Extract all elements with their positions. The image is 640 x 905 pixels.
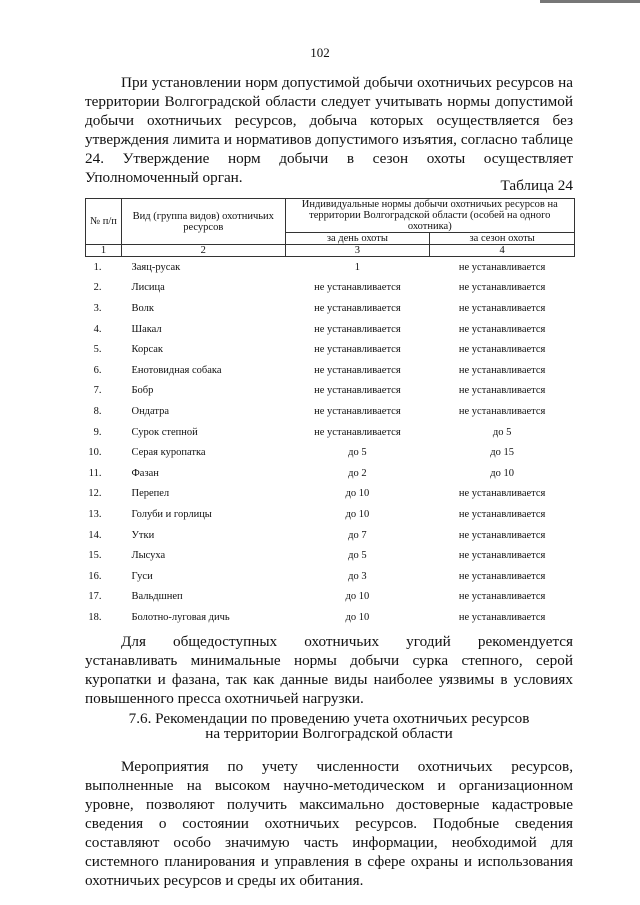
- header-per-season: за сезон охоты: [430, 233, 575, 245]
- table-row: [86, 422, 575, 443]
- per-day-norm: до 5: [348, 447, 367, 459]
- species-name: Утки: [131, 529, 155, 541]
- row-number: 7.: [93, 385, 102, 397]
- section-heading-line: 7.6. Рекомендации по проведению учета охотничьих ресурсов: [128, 710, 530, 727]
- per-season-norm: не устанавливается: [458, 282, 546, 294]
- section-heading: [85, 711, 573, 741]
- table-row: [86, 607, 575, 628]
- table-row: [86, 401, 575, 422]
- row-number: 10.: [88, 447, 102, 459]
- section-heading-line: на территории Волгоградской области: [205, 725, 453, 742]
- column-number: 4: [430, 245, 575, 257]
- species-name: Бобр: [131, 385, 154, 397]
- row-number: 2.: [93, 282, 102, 294]
- row-number: 6.: [93, 364, 102, 376]
- table-row: [86, 381, 575, 402]
- per-season-norm: не устанавливается: [458, 508, 546, 520]
- row-number: 9.: [93, 426, 102, 438]
- column-number: 2: [121, 245, 285, 257]
- species-name: Енотовидная собака: [131, 364, 222, 376]
- species-name: Гуси: [131, 570, 153, 582]
- census-paragraph: [85, 757, 573, 890]
- species-name: Шакал: [131, 323, 162, 335]
- table-row: [86, 360, 575, 381]
- per-season-norm: не устанавливается: [458, 344, 546, 356]
- per-day-norm: не устанавливается: [314, 323, 401, 335]
- row-number: 14.: [88, 529, 102, 541]
- header-num: № п/п: [86, 199, 122, 245]
- row-number: 17.: [88, 591, 102, 603]
- table-body: [86, 257, 575, 628]
- per-day-norm: до 3: [348, 570, 367, 582]
- row-number: 1.: [93, 261, 102, 273]
- table-row: [86, 463, 575, 484]
- species-name: Корсак: [131, 344, 164, 356]
- census-paragraph-text: Мероприятия по учету численности охотничьих ресурсов, выполненные на высоком научно-методическом и организационном уровне, позволяют получить максимально достоверные кадастровые сведения о состоянии охотничьих ресурсов. Подобные сведения составляют особо значимую часть информации, необходимой для системного планирования и управления в сфере охраны и использования охотничьих ресурсов и среды их обитания.: [85, 758, 573, 889]
- per-day-norm: до 5: [348, 550, 367, 562]
- species-name: Лисица: [131, 282, 165, 294]
- table-row: [86, 257, 575, 278]
- table-row: [86, 442, 575, 463]
- intro-paragraph: [85, 73, 573, 187]
- species-name: Заяц-русак: [131, 261, 181, 273]
- table-row: [86, 566, 575, 587]
- per-day-norm: не устанавливается: [314, 364, 401, 376]
- per-day-norm: до 10: [345, 591, 370, 603]
- per-season-norm: не устанавливается: [458, 611, 546, 623]
- species-name: Волк: [131, 302, 154, 314]
- per-day-norm: до 10: [345, 611, 370, 623]
- per-day-norm: не устанавливается: [314, 282, 401, 294]
- table-row: [86, 298, 575, 319]
- per-day-norm: до 10: [345, 488, 370, 500]
- header-norms: Индивидуальные нормы добычи охотничьих ресурсов на территории Волгоградской области (особей на одного охотника): [285, 199, 574, 233]
- table-caption: Таблица 24: [500, 177, 573, 194]
- per-season-norm: не устанавливается: [458, 405, 546, 417]
- per-season-norm: не устанавливается: [458, 570, 546, 582]
- species-name: Фазан: [131, 467, 159, 479]
- row-number: 18.: [88, 611, 102, 623]
- per-day-norm: до 10: [345, 508, 370, 520]
- per-day-norm: не устанавливается: [314, 302, 401, 314]
- per-day-norm: не устанавливается: [314, 405, 401, 417]
- row-number: 8.: [93, 405, 102, 417]
- column-number: 3: [285, 245, 430, 257]
- per-season-norm: не устанавливается: [458, 323, 546, 335]
- recommendation-paragraph-text: Для общедоступных охотничьих угодий рекомендуется устанавливать минимальные нормы добычи сурка степного, серой куропатки и фазана, так как данные виды наиболее уязвимы в условиях повышенного пресса охотничьей нагрузки.: [85, 633, 573, 707]
- row-number: 11.: [88, 467, 102, 479]
- per-day-norm: не устанавливается: [314, 385, 401, 397]
- header-per-day: за день охоты: [285, 233, 430, 245]
- table-row: [86, 278, 575, 299]
- per-day-norm: не устанавливается: [314, 344, 401, 356]
- table-row: [86, 587, 575, 608]
- scan-edge-mark: [540, 0, 640, 3]
- per-day-norm: до 7: [348, 529, 367, 541]
- row-number: 15.: [88, 550, 102, 562]
- per-season-norm: до 10: [490, 467, 514, 479]
- per-day-norm: 1: [354, 261, 361, 273]
- per-season-norm: не устанавливается: [458, 591, 546, 603]
- table-row: [86, 484, 575, 505]
- species-name: Ондатра: [131, 405, 170, 417]
- species-name: Вальдшнеп: [131, 591, 183, 603]
- per-season-norm: не устанавливается: [458, 302, 546, 314]
- row-number: 3.: [93, 302, 102, 314]
- per-season-norm: не устанавливается: [458, 529, 546, 541]
- intro-paragraph-text: При установлении норм допустимой добычи охотничьих ресурсов на территории Волгоградской области следует учитывать нормы допустимой добычи охотничьих ресурсов, добыча которых осуществляется без утверждения лимита и нормативов допустимого изъятия, согласно таблице 24. Утверждение норм добычи в сезон охоты осуществляет Уполномоченный орган.: [85, 74, 573, 186]
- per-day-norm: не устанавливается: [314, 426, 401, 438]
- per-season-norm: не устанавливается: [458, 550, 546, 562]
- recommendation-paragraph: [85, 632, 573, 708]
- hunting-norms-table: [85, 198, 575, 628]
- row-number: 16.: [88, 570, 102, 582]
- column-number: 1: [86, 245, 122, 257]
- per-season-norm: не устанавливается: [458, 364, 546, 376]
- row-number: 12.: [88, 488, 102, 500]
- table-row: [86, 545, 575, 566]
- table-row: [86, 504, 575, 525]
- table-row: [86, 319, 575, 340]
- species-name: Перепел: [131, 488, 170, 500]
- per-season-norm: до 5: [492, 426, 512, 438]
- species-name: Серая куропатка: [131, 447, 206, 459]
- species-name: Болотно-луговая дичь: [131, 611, 230, 623]
- species-name: Сурок степной: [131, 426, 198, 438]
- header-species: Вид (группа видов) охотничьих ресурсов: [121, 199, 285, 245]
- table-row: [86, 339, 575, 360]
- page-number: 102: [310, 45, 330, 60]
- per-season-norm: не устанавливается: [458, 488, 546, 500]
- table-row: [86, 525, 575, 546]
- row-number: 4.: [93, 323, 102, 335]
- species-name: Голуби и горлицы: [131, 508, 212, 520]
- row-number: 13.: [88, 508, 102, 520]
- per-season-norm: до 15: [490, 447, 514, 459]
- row-number: 5.: [93, 344, 102, 356]
- per-season-norm: не устанавливается: [458, 385, 546, 397]
- per-day-norm: до 2: [348, 467, 367, 479]
- per-season-norm: не устанавливается: [458, 261, 546, 273]
- species-name: Лысуха: [131, 550, 166, 562]
